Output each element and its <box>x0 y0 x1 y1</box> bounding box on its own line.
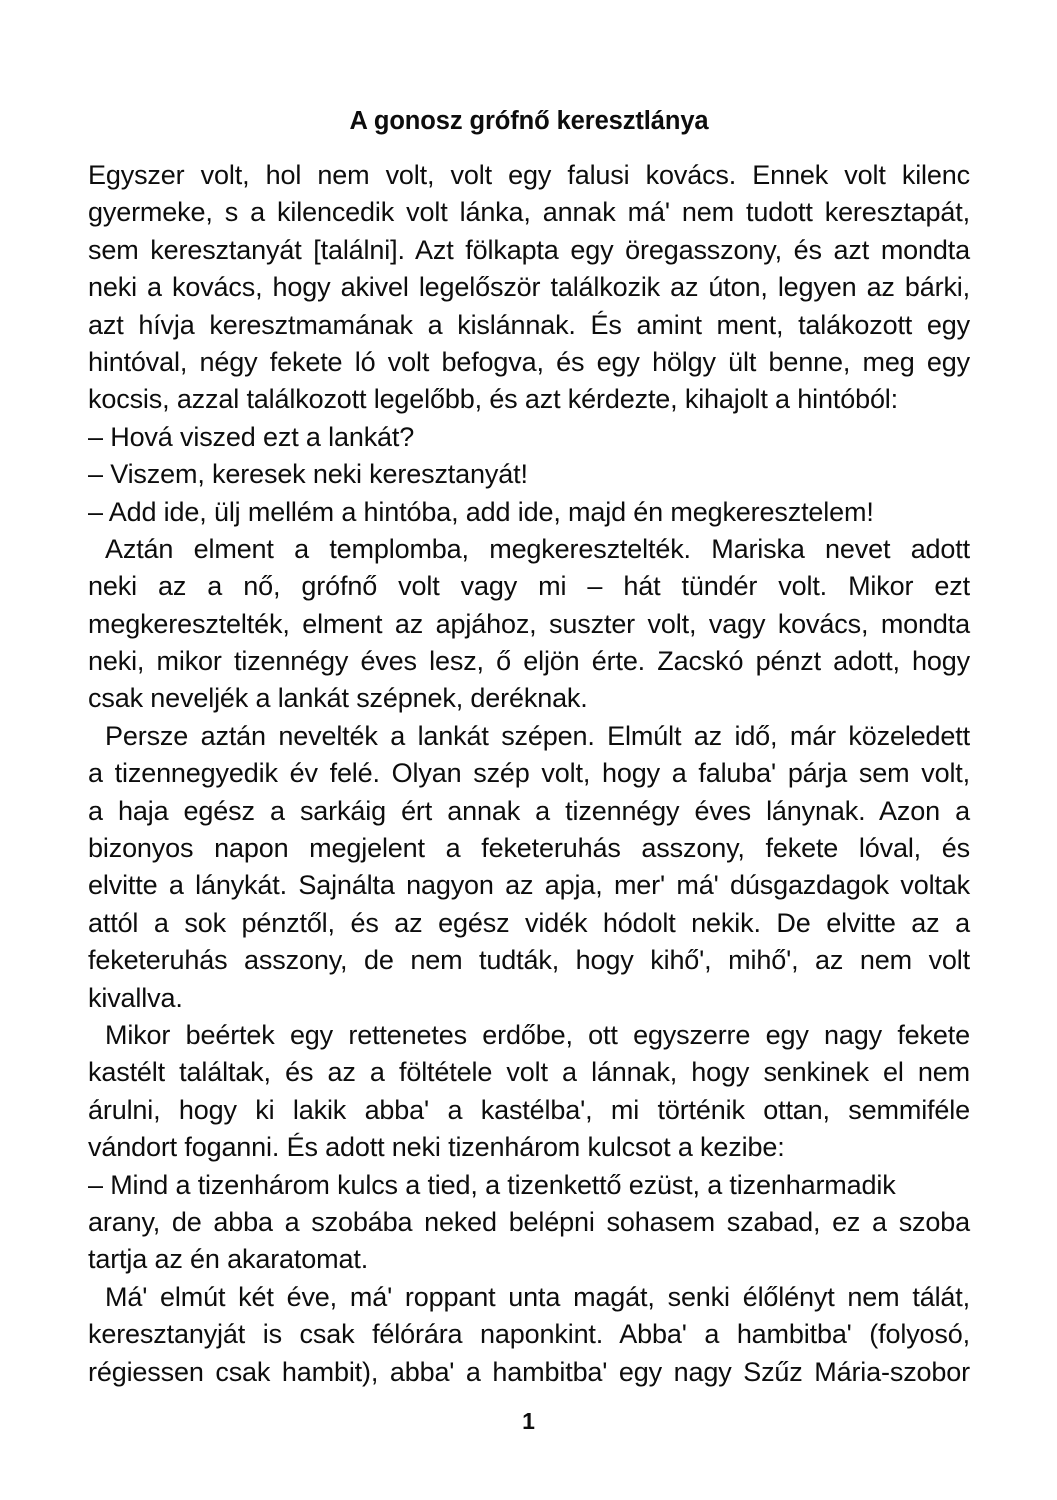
text-line: neki, mikor tizennégy éves lesz, ő eljön érte. Zacskó pénzt adott, hogy <box>88 646 970 677</box>
text-line: régiessen csak hambit), abba' a hambitba' egy nagy Szűz Mária-szobor <box>88 1356 970 1387</box>
text-line: feketeruhás asszony, de nem tudták, hogy kihő', mihő', az nem volt <box>88 945 970 976</box>
text-line: sem keresztanyát [találni]. Azt fölkapta egy öregasszony, és azt mondta <box>88 234 970 265</box>
text-line: Persze aztán nevelték a lankát szépen. Elmúlt az idő, már közeledett <box>105 720 970 751</box>
text-line: azt hívja keresztmamának a kislánnak. És amint ment, talákozott egy <box>88 309 970 340</box>
text-line: kocsis, azzal találkozott legelőbb, és azt kérdezte, kihajolt a hintóból: <box>88 384 899 415</box>
page-title: A gonosz grófnő keresztlánya <box>349 107 709 136</box>
dialogue-line: – Hová viszed ezt a lankát? <box>88 421 415 452</box>
text-line: neki az a nő, grófnő volt vagy mi – hát tündér volt. Mikor ezt <box>88 571 970 602</box>
text-line: kastélt találtak, és az a föltétele volt a lánnak, hogy senkinek el nem <box>88 1057 970 1088</box>
dialogue-line: – Add ide, ülj mellém a hintóba, add ide, majd én megkeresztelem! <box>88 496 874 527</box>
document-body <box>88 157 970 1391</box>
page-number: 1 <box>522 1408 535 1434</box>
text-line: árulni, hogy ki lakik abba' a kastélba', mi történik ottan, semmiféle <box>88 1094 970 1125</box>
text-line: Mikor beértek egy rettenetes erdőbe, ott egyszerre egy nagy fekete <box>105 1019 970 1050</box>
text-line: Egyszer volt, hol nem volt, volt egy falusi kovács. Ennek volt kilenc <box>88 160 970 190</box>
text-line: kivallva. <box>88 982 183 1013</box>
text-line: csak neveljék a lankát szépnek, deréknak. <box>88 683 588 714</box>
text-line: keresztanyját is csak félórára naponkint. Abba' a hambitba' (folyosó, <box>88 1319 970 1350</box>
text-line: bizonyos napon megjelent a feketeruhás asszony, fekete lóval, és <box>88 833 970 864</box>
text-line: vándort foganni. És adott neki tizenhárom kulcsot a kezibe: <box>88 1132 785 1163</box>
text-line: megkeresztelték, elment az apjához, suszter volt, vagy kovács, mondta <box>88 608 970 639</box>
text-line: tartja az én akaratomat. <box>88 1244 369 1275</box>
text-line: attól a sok pénztől, és az egész vidék hódolt nekik. De elvitte az a <box>88 907 970 938</box>
text-line: arany, de abba a szobába neked belépni sohasem szabad, ez a szoba <box>88 1206 970 1237</box>
text-line: gyermeke, s a kilencedik volt lánka, annak má' nem tudott keresztapát, <box>88 197 970 228</box>
text-line: hintóval, négy fekete ló volt befogva, és egy hölgy ült benne, meg egy <box>88 346 970 377</box>
text-line: Má' elmút két éve, má' roppant unta magát, senki élőlényt nem tálát, <box>105 1281 970 1312</box>
text-line: elvitte a lánykát. Sajnálta nagyon az apja, mer' má' dúsgazdagok voltak <box>88 870 970 901</box>
text-line: a haja egész a sarkáig ért annak a tizennégy éves lánynak. Azon a <box>88 795 970 826</box>
text-line: neki a kovács, hogy akivel legelőször találkozik az úton, legyen az bárki, <box>88 272 970 303</box>
dialogue-line: – Mind a tizenhárom kulcs a tied, a tizenkettő ezüst, a tizenharmadik <box>88 1169 896 1200</box>
dialogue-line: – Viszem, keresek neki keresztanyát! <box>88 459 528 490</box>
text-line: Aztán elment a templomba, megkeresztelték. Mariska nevet adott <box>105 533 970 564</box>
text-line: a tizennegyedik év felé. Olyan szép volt, hogy a faluba' párja sem volt, <box>88 758 970 789</box>
